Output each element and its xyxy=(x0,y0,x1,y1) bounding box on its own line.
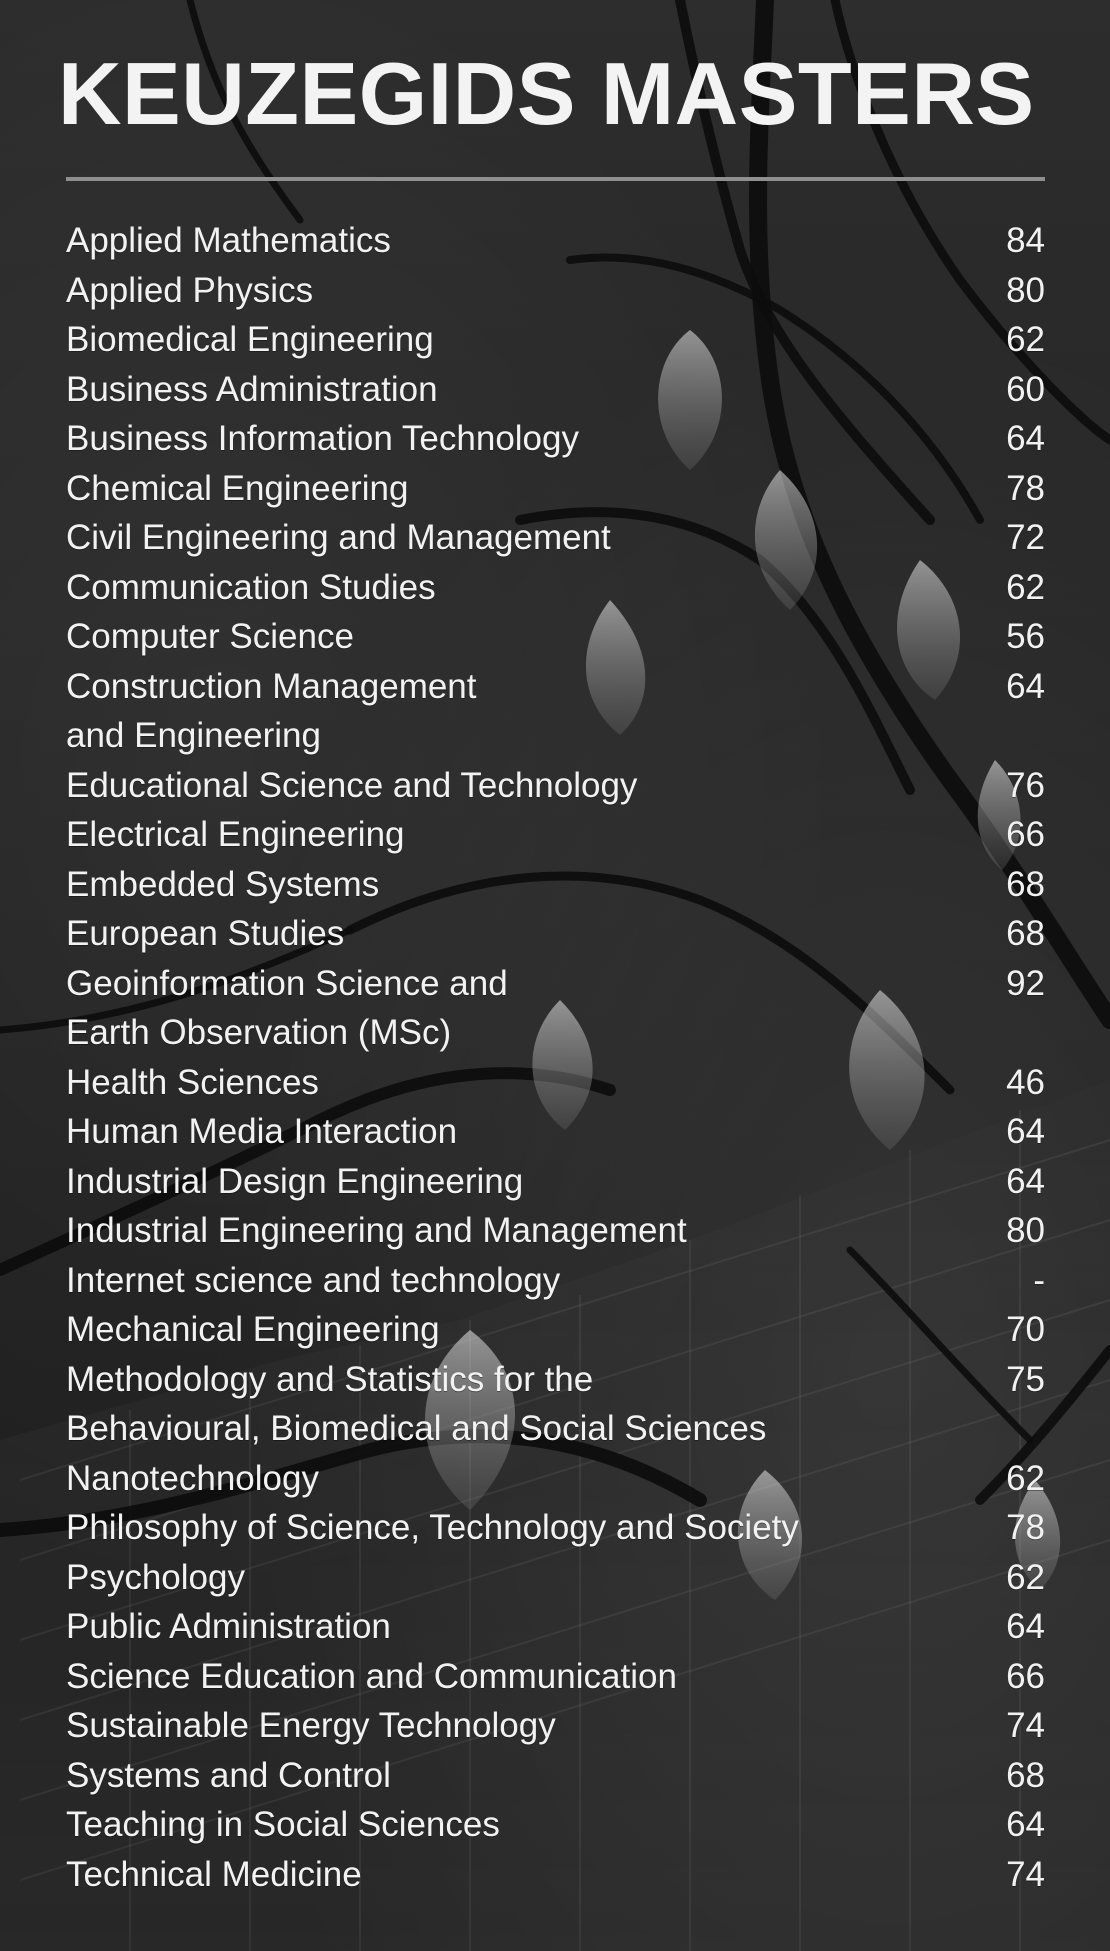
list-item xyxy=(66,1751,1045,1801)
program-score: 80 xyxy=(1006,270,1045,310)
list-item xyxy=(66,315,1045,365)
program-name: Nanotechnology xyxy=(66,1458,319,1498)
program-score: 46 xyxy=(1006,1062,1045,1102)
list-item xyxy=(66,464,1045,514)
list-item xyxy=(66,1652,1045,1702)
program-name: Biomedical Engineering xyxy=(66,320,434,359)
list-item xyxy=(66,1850,1045,1900)
program-score: 74 xyxy=(1006,1706,1045,1745)
program-score: 62 xyxy=(1006,320,1045,359)
program-name: Applied Mathematics xyxy=(66,221,391,260)
list-item xyxy=(66,1058,1045,1108)
program-score: 62 xyxy=(1006,567,1045,607)
program-score: 60 xyxy=(1006,369,1045,409)
list-item xyxy=(66,1602,1045,1652)
program-score: 62 xyxy=(1006,1458,1045,1498)
list-item xyxy=(66,1305,1045,1355)
program-name: Industrial Engineering and Management xyxy=(66,1211,687,1250)
program-name: Geoinformation Science and Earth Observation (MSc) xyxy=(66,963,508,1052)
program-score: 84 xyxy=(1006,221,1045,260)
list-item xyxy=(66,1553,1045,1603)
list-item xyxy=(66,860,1045,910)
title-divider xyxy=(66,177,1045,181)
program-name: Communication Studies xyxy=(66,567,436,607)
list-item xyxy=(66,1157,1045,1207)
program-name: Embedded Systems xyxy=(66,864,380,904)
list-item xyxy=(66,612,1045,662)
program-name: Electrical Engineering xyxy=(66,815,405,854)
program-name: Civil Engineering and Management xyxy=(66,518,611,557)
list-item xyxy=(66,1355,1045,1454)
program-name: European Studies xyxy=(66,914,345,953)
program-score: 70 xyxy=(1006,1310,1045,1349)
program-name: Industrial Design Engineering xyxy=(66,1161,524,1201)
program-name: Human Media Interaction xyxy=(66,1112,458,1151)
program-score: 80 xyxy=(1006,1211,1045,1250)
program-score: 66 xyxy=(1006,1656,1045,1696)
list-item xyxy=(66,1107,1045,1157)
program-name: Public Administration xyxy=(66,1607,391,1646)
page-title: KEUZEGIDS MASTERS xyxy=(58,44,1035,143)
list-item xyxy=(66,909,1045,959)
list-item xyxy=(66,810,1045,860)
program-name: Health Sciences xyxy=(66,1062,319,1102)
program-name: Construction Management and Engineering xyxy=(66,666,477,755)
program-name: Chemical Engineering xyxy=(66,468,409,508)
program-score: 78 xyxy=(1006,468,1045,508)
program-score: 68 xyxy=(1006,1755,1045,1795)
program-score: 62 xyxy=(1006,1557,1045,1597)
program-name: Applied Physics xyxy=(66,270,314,310)
program-score: 56 xyxy=(1006,617,1045,656)
list-item xyxy=(66,761,1045,811)
list-item xyxy=(66,1256,1045,1306)
program-score: 64 xyxy=(1006,666,1045,706)
list-item xyxy=(66,1206,1045,1256)
program-name: Business Administration xyxy=(66,369,438,409)
list-item xyxy=(66,662,1045,761)
list-item xyxy=(66,563,1045,613)
list-item xyxy=(66,266,1045,316)
program-name: Internet science and technology xyxy=(66,1260,561,1300)
program-score: 78 xyxy=(1006,1508,1045,1547)
program-name: Technical Medicine xyxy=(66,1854,362,1894)
program-score: 68 xyxy=(1006,864,1045,904)
list-item xyxy=(66,365,1045,415)
list-item xyxy=(66,513,1045,563)
list-item xyxy=(66,1701,1045,1751)
program-score: 92 xyxy=(1006,963,1045,1003)
program-name: Computer Science xyxy=(66,617,354,656)
list-item xyxy=(66,1503,1045,1553)
program-name: Systems and Control xyxy=(66,1755,391,1795)
program-score: 75 xyxy=(1006,1359,1045,1399)
program-score: - xyxy=(1033,1260,1045,1300)
program-score: 74 xyxy=(1006,1854,1045,1894)
program-name: Educational Science and Technology xyxy=(66,765,638,805)
list-item xyxy=(66,1454,1045,1504)
list-item xyxy=(66,414,1045,464)
program-score: 64 xyxy=(1006,1161,1045,1201)
program-score: 68 xyxy=(1006,914,1045,953)
masters-list xyxy=(66,216,1045,1899)
list-item xyxy=(66,216,1045,266)
program-name: Psychology xyxy=(66,1557,245,1597)
program-score: 66 xyxy=(1006,815,1045,854)
program-score: 64 xyxy=(1006,1607,1045,1646)
program-name: Sustainable Energy Technology xyxy=(66,1706,556,1745)
program-name: Teaching in Social Sciences xyxy=(66,1805,500,1844)
list-item xyxy=(66,959,1045,1058)
program-score: 64 xyxy=(1006,1805,1045,1844)
program-score: 72 xyxy=(1006,518,1045,557)
program-name: Business Information Technology xyxy=(66,419,579,458)
program-name: Philosophy of Science, Technology and Society xyxy=(66,1508,799,1547)
list-item xyxy=(66,1800,1045,1850)
program-name: Mechanical Engineering xyxy=(66,1310,440,1349)
program-name: Methodology and Statistics for the Behavioural, Biomedical and Social Sciences xyxy=(66,1359,767,1448)
program-name: Science Education and Communication xyxy=(66,1656,677,1696)
program-score: 64 xyxy=(1006,419,1045,458)
program-score: 76 xyxy=(1006,765,1045,805)
program-score: 64 xyxy=(1006,1112,1045,1151)
